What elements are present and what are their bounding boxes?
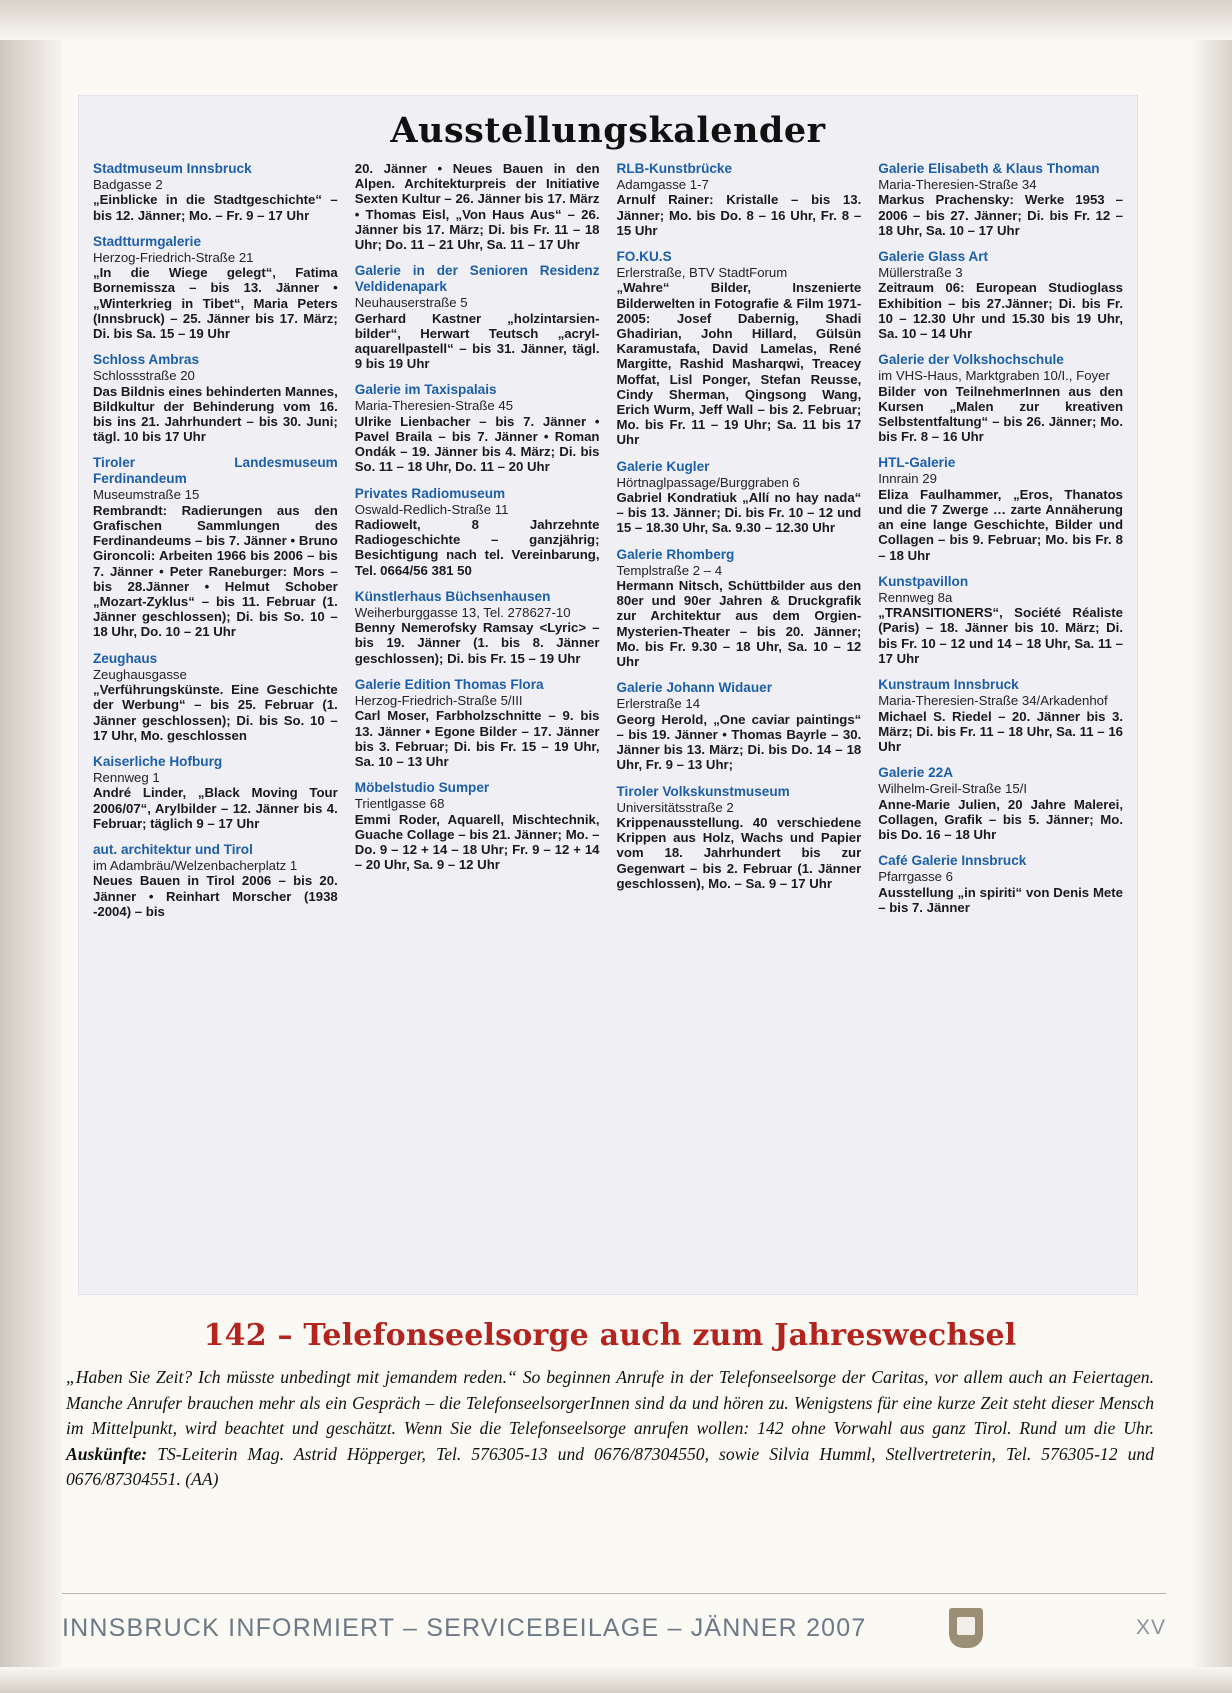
- entry-address: Weiherburggasse 13, Tel. 278627-10: [354, 604, 571, 620]
- entry-details: Emmi Roder, Aquarell, Mischtechnik, Guache Collage – bis 21. Jänner; Mo. – Do. 9 – 12 + 14 – 18 Uhr; Fr. 9 – 12 + 14 – 20 Uhr, Sa. 9 – 12 Uhr: [354, 811, 600, 873]
- calendar-entry: [617, 680, 862, 772]
- entry-details: Das Bildnis eines behinderten Mannes, Bildkultur der Behinderung vom 16. bis ins 21. Jahrhundert – bis 30. Juni; tägl. 10 bis 17 Uhr: [93, 383, 338, 445]
- entry-address: Trientlgasse 68: [354, 796, 445, 812]
- entry-address: Templstraße 2 – 4: [616, 562, 723, 578]
- entry-title: Tiroler Volkskunstmuseum: [616, 783, 790, 799]
- page-number: XV: [1135, 1616, 1166, 1639]
- entry-title: Stadtmuseum Innsbruck: [93, 161, 252, 176]
- entry-address: Innrain 29: [878, 471, 937, 487]
- entry-address: Neuhauserstraße 5: [354, 295, 468, 311]
- article-text-part-2: Auskünfte:: [66, 1443, 148, 1464]
- footer-divider: [62, 1593, 1166, 1594]
- entry-title: Galerie Edition Thomas Flora: [354, 676, 544, 692]
- calendar-entry: [878, 765, 1123, 842]
- entry-title: Tiroler Landesmuseum Ferdinandeum: [93, 455, 338, 487]
- calendar-entry: [878, 352, 1123, 444]
- entry-details: Hermann Nitsch, Schüttbilder aus den 80er und 90er Jahren & Druckgrafik zur Architektur aus dem Orgien-Mysterien-Theater – bis 20. Jänner; Mo. bis Fr. 9.30 – 18 Uhr, Sa. 10 – 12 Uhr: [616, 578, 862, 670]
- calendar-title: Ausstellungskalender: [390, 110, 826, 151]
- calendar-entry: [93, 455, 338, 639]
- calendar-entry: [355, 382, 600, 474]
- entry-title: Galerie im Taxispalais: [354, 382, 497, 398]
- entry-title: Galerie Glass Art: [878, 249, 989, 265]
- entry-title: HTL-Galerie: [878, 455, 956, 471]
- entry-details: Anne-Marie Julien, 20 Jahre Malerei, Collagen, Grafik – bis 5. Jänner; Mo. bis Do. 16 – 18 Uhr: [878, 796, 1123, 842]
- calendar-entry: [617, 547, 862, 670]
- exhibition-calendar: [78, 95, 1138, 1295]
- entry-details: Neues Bauen in Tirol 2006 – bis 20. Jänner • Reinhart Morscher (1938 -2004) – bis: [93, 873, 338, 919]
- entry-address: Schlossstraße 20: [93, 368, 195, 384]
- entry-title: Kunstpavillon: [878, 573, 969, 589]
- calendar-entry: [355, 263, 600, 371]
- calendar-entry: [355, 780, 600, 872]
- entry-details: Arnulf Rainer: Kristalle – bis 13. Jänner; Mo. bis Do. 8 – 16 Uhr, Fr. 8 – 15 Uhr: [616, 192, 862, 238]
- page-footer: [62, 1608, 1166, 1648]
- entry-title: Café Galerie Innsbruck: [878, 853, 1027, 869]
- entry-details: André Linder, „Black Moving Tour 2006/07“, Arylbilder – 12. Jänner bis 4. Februar; täglich 9 – 17 Uhr: [93, 785, 338, 831]
- entry-title: RLB-Kunstbrücke: [616, 161, 733, 176]
- calendar-entry: [93, 234, 338, 341]
- entry-details: „In die Wiege gelegt“, Fatima Bornemissza – bis 13. Jänner • „Winterkrieg in Tibet“, Maria Peters (Innsbruck) – 25. Jänner bis 17. März; Di. bis Sa. 15 – 19 Uhr: [93, 265, 338, 342]
- scan-edge-right: [1192, 0, 1232, 1693]
- entry-title: aut. architektur und Tirol: [93, 841, 253, 857]
- entry-address: Erlerstraße 14: [616, 696, 701, 712]
- entry-address: Maria-Theresien-Straße 34: [878, 177, 1037, 192]
- entry-details: „Einblicke in die Stadtgeschichte“ – bis 12. Jänner; Mo. – Fr. 9 – 17 Uhr: [93, 192, 338, 223]
- entry-address: im VHS-Haus, Marktgraben 10/I., Foyer: [878, 368, 1110, 384]
- entry-address: im Adambräu/Welzenbacherplatz 1: [93, 857, 298, 873]
- scan-edge-bottom: [0, 1667, 1232, 1693]
- entry-details: Markus Prachensky: Werke 1953 – 2006 – bis 27. Jänner; Di. bis Fr. 12 – 18 Uhr, Sa. 10 – 17 Uhr: [878, 192, 1123, 238]
- entry-address: Rennweg 1: [93, 769, 160, 785]
- calendar-entry: [617, 249, 862, 448]
- entry-details: Ulrike Lienbacher – bis 7. Jänner • Pavel Braila – bis 7. Jänner • Roman Ondák – 19. Jänner bis 4. März; Di. bis So. 11 – 18 Uhr, Do. 11 – 20 Uhr: [354, 413, 600, 475]
- calendar-entry: [355, 486, 600, 578]
- entry-details: Georg Herold, „One caviar paintings“ – bis 19. Jänner • Thomas Bayrle – 30. Jänner bis 13. März; Di. bis Do. 14 – 18 Uhr, Fr. 9 – 13 Uhr;: [616, 711, 862, 773]
- calendar-entry: [93, 352, 338, 444]
- scan-edge-top: [0, 0, 1232, 40]
- entry-address: Rennweg 8a: [878, 589, 953, 605]
- entry-title: Galerie der Volkshochschule: [878, 352, 1064, 368]
- entry-address: Herzog-Friedrich-Straße 5/III: [354, 692, 523, 708]
- entry-title: Kaiserliche Hofburg: [93, 753, 223, 769]
- entry-address: Müllerstraße 3: [878, 265, 963, 281]
- entry-title: Galerie Johann Widauer: [616, 680, 772, 696]
- entry-details: „TRANSITIONERS“, Société Réaliste (Paris) – 18. Jänner bis 10. März; Di. bis Fr. 10 – 12 und 14 – 18 Uhr, Sa. 11 – 17 Uhr: [878, 605, 1123, 666]
- entry-title: Galerie Elisabeth & Klaus Thoman: [878, 161, 1100, 176]
- calendar-entry: [878, 161, 1123, 238]
- calendar-entry: [878, 853, 1123, 915]
- article-headline: 142 – Telefonseelsorge auch zum Jahreswechsel: [203, 1318, 1017, 1353]
- calendar-columns: [79, 161, 1137, 940]
- entry-address: Maria-Theresien-Straße 45: [354, 398, 514, 414]
- entry-details: Gerhard Kastner „holzintarsien-bilder“, Herwart Teutsch „acryl-aquarellpastell“ – bis 31. Jänner, tägl. 9 bis 19 Uhr: [354, 310, 600, 372]
- entry-address: Zeughausgasse: [93, 666, 187, 682]
- calendar-entry: [878, 574, 1123, 666]
- entry-title: Galerie in der Senioren Residenz Veldidenapark: [354, 263, 600, 295]
- entry-address: Oswald-Redlich-Straße 11: [354, 501, 509, 517]
- entry-details: Eliza Faulhammer, „Eros, Thanatos und die 7 Zwerge … zarte Annäherung an eine lange Geschichte, Bilder und Collagen – bis 9. Februar; Mo. bis Fr. 8 – 18 Uhr: [878, 486, 1123, 563]
- entry-address: Herzog-Friedrich-Straße 21: [93, 249, 254, 265]
- calendar-column-1: [93, 161, 338, 930]
- entry-title: Möbelstudio Sumper: [354, 780, 490, 796]
- calendar-entry-continuation: [355, 161, 600, 252]
- calendar-entry: [93, 842, 338, 919]
- entry-title: Schloss Ambras: [93, 352, 200, 368]
- entry-details: Radiowelt, 8 Jahrzehnte Radiogeschichte – ganzjährig; Besichtigung nach tel. Vereinbarung, Tel. 0664/56 381 50: [354, 517, 600, 578]
- calendar-entry: [878, 677, 1123, 754]
- article-text-part-1: „Haben Sie Zeit? Ich müsste unbedingt mit jemandem reden.“ So beginnen Anrufe in der Telefonseelsorge der Caritas, vor allem auch an Feiertagen. Manche Anrufer brauchen mehr als ein Gespräch – die TelefonseelsorgerInnen sind da und hören zu. Wenigstens für eine kurze Zeit steht dieser Mensch im Mittelpunkt, wird beachtet und geschätzt. Wenn Sie die Telefonseelsorge anrufen wollen: 142 ohne Vorwahl aus ganz Tirol. Rund um die Uhr.: [66, 1367, 1154, 1438]
- entry-address: Universitätsstraße 2: [616, 799, 734, 815]
- calendar-column-2: [355, 161, 600, 930]
- calendar-entry: [617, 459, 862, 536]
- calendar-entry: [617, 161, 862, 238]
- calendar-entry: [93, 754, 338, 831]
- entry-address: Hörtnaglpassage/Burggraben 6: [616, 474, 800, 490]
- calendar-entry: [355, 677, 600, 769]
- calendar-entry: [878, 249, 1123, 341]
- entry-details: Ausstellung „in spiriti“ von Denis Mete – bis 7. Jänner: [878, 884, 1123, 915]
- entry-details: Bilder von TeilnehmerInnen aus den Kursen „Malen zur kreativen Selbstentfaltung“ – bis 26. Jänner; Mo. bis Fr. 8 – 16 Uhr: [878, 383, 1123, 445]
- entry-details: Zeitraum 06: European Studioglass Exhibition – bis 27.Jänner; Di. bis Fr. 10 – 12.30 Uhr und 15.30 bis 19 Uhr, Sa. 10 – 14 Uhr: [878, 280, 1123, 342]
- telefonseelsorge-article: [60, 1318, 1160, 1493]
- entry-details: Gabriel Kondratiuk „Allí no hay nada“ – bis 13. Jänner; Di. bis Fr. 10 – 12 und 15 – 18.30 Uhr, Sa. 9.30 – 12.30 Uhr: [616, 490, 862, 536]
- scan-edge-left: [0, 0, 62, 1693]
- entry-details: 20. Jänner • Neues Bauen in den Alpen. Architekturpreis der Initiative Sexten Kultur – 26. Jänner bis 17. März • Thomas Eisl, „Von Haus Aus“ – 26. Jänner bis 17. März; Di. bis Fr. 11 – 18 Uhr; Do. 11 – 21 Uhr, Sa. 11 – 17 Uhr: [354, 161, 600, 253]
- entry-title: Privates Radiomuseum: [354, 485, 506, 501]
- footer-publication-line: INNSBRUCK INFORMIERT – SERVICEBEILAGE – JÄNNER 2007: [62, 1613, 867, 1642]
- entry-title: FO.KU.S: [616, 249, 672, 265]
- entry-title: Kunstraum Innsbruck: [878, 677, 1019, 693]
- entry-title: Stadtturmgalerie: [93, 233, 202, 249]
- entry-title: Künstlerhaus Büchsenhausen: [354, 588, 551, 604]
- entry-address: Erlerstraße, BTV StadtForum: [616, 265, 788, 281]
- entry-details: Benny Nemerofsky Ramsay <Lyric> – bis 19. Jänner (1. bis 8. Jänner geschlossen); Di. bis Fr. 15 – 19 Uhr: [354, 620, 600, 666]
- entry-title: Galerie 22A: [878, 765, 954, 781]
- calendar-entry: [878, 455, 1123, 562]
- calendar-entry: [93, 161, 338, 223]
- calendar-entry: [617, 784, 862, 891]
- entry-details: Carl Moser, Farbholzschnitte – 9. bis 13. Jänner • Egone Bilder – 17. Jänner bis 3. Februar; Di. bis Fr. 15 – 19 Uhr, Sa. 10 – 13 Uhr: [354, 708, 600, 769]
- calendar-entry: [355, 589, 600, 666]
- entry-details: Michael S. Riedel – 20. Jänner bis 3. März; Di. bis Fr. 11 – 18 Uhr, Sa. 11 – 16 Uhr: [878, 708, 1123, 754]
- entry-address: Maria-Theresien-Straße 34/Arkadenhof: [878, 693, 1108, 709]
- article-text-part-3: TS-Leiterin Mag. Astrid Höpperger, Tel. 576305-13 und 0676/87304550, sowie Silvia Humml, Stellvertreterin, Tel. 576305-12 und 0676/87304551. (AA): [66, 1443, 1154, 1489]
- entry-details: Krippenausstellung. 40 verschiedene Krippen aus Holz, Wachs und Papier vom 18. Jahrhundert bis zur Gegenwart – bis 2. Februar (1. Jänner geschlossen), Mo. – Sa. 9 – 17 Uhr: [616, 814, 862, 891]
- entry-title: Galerie Rhomberg: [616, 546, 735, 562]
- entry-address: Pfarrgasse 6: [878, 869, 954, 885]
- calendar-column-4: [878, 161, 1123, 930]
- entry-address: Badgasse 2: [93, 177, 163, 192]
- entry-details: Rembrandt: Radierungen aus den Grafischen Sammlungen des Ferdinandeums – bis 7. Jänner • Bruno Gironcoli: Arbeiten 1966 bis 2006 – bis 7. Jänner • Peter Raneburger: Mors – bis 28.Jänner • Helmut Schober „Mozart-Zyklus“ – bis 11. Februar (1. Jänner geschlossen); Di. bis So. 10 – 18 Uhr, Do. 10 – 21 Uhr: [93, 502, 338, 640]
- entry-address: Adamgasse 1-7: [616, 177, 709, 192]
- entry-details: „Wahre“ Bilder, Inszenierte Bilderwelten in Fotografie & Film 1971-2005: Josef Dabernig, Shadi Ghadirian, John Hillard, Gülsün Karamustafa, David Lamelas, René Margitte, Rashid Masharqwi, Treacey Moffat, Lisl Ponger, Stefan Reusse, Cindy Sherman, Qingsong Wang, Erich Wurm, Jeff Wall – bis 2. Februar; Mo. bis Fr. 11 – 19 Uhr; Sa. 11 bis 17 Uhr: [616, 280, 862, 448]
- entry-details: „Verführungskünste. Eine Geschichte der Werbung“ – bis 25. Februar (1. Jänner geschlossen); Di. bis So. 10 – 17 Uhr, Mo. geschlossen: [93, 682, 338, 743]
- entry-address: Museumstraße 15: [93, 487, 200, 503]
- calendar-column-3: [617, 161, 862, 930]
- innsbruck-crest-icon: [949, 1608, 983, 1648]
- entry-address: Wilhelm-Greil-Straße 15/I: [878, 781, 1028, 797]
- calendar-entry: [93, 651, 338, 743]
- article-body: [60, 1365, 1160, 1493]
- entry-title: Galerie Kugler: [616, 458, 710, 474]
- entry-title: Zeughaus: [93, 650, 158, 666]
